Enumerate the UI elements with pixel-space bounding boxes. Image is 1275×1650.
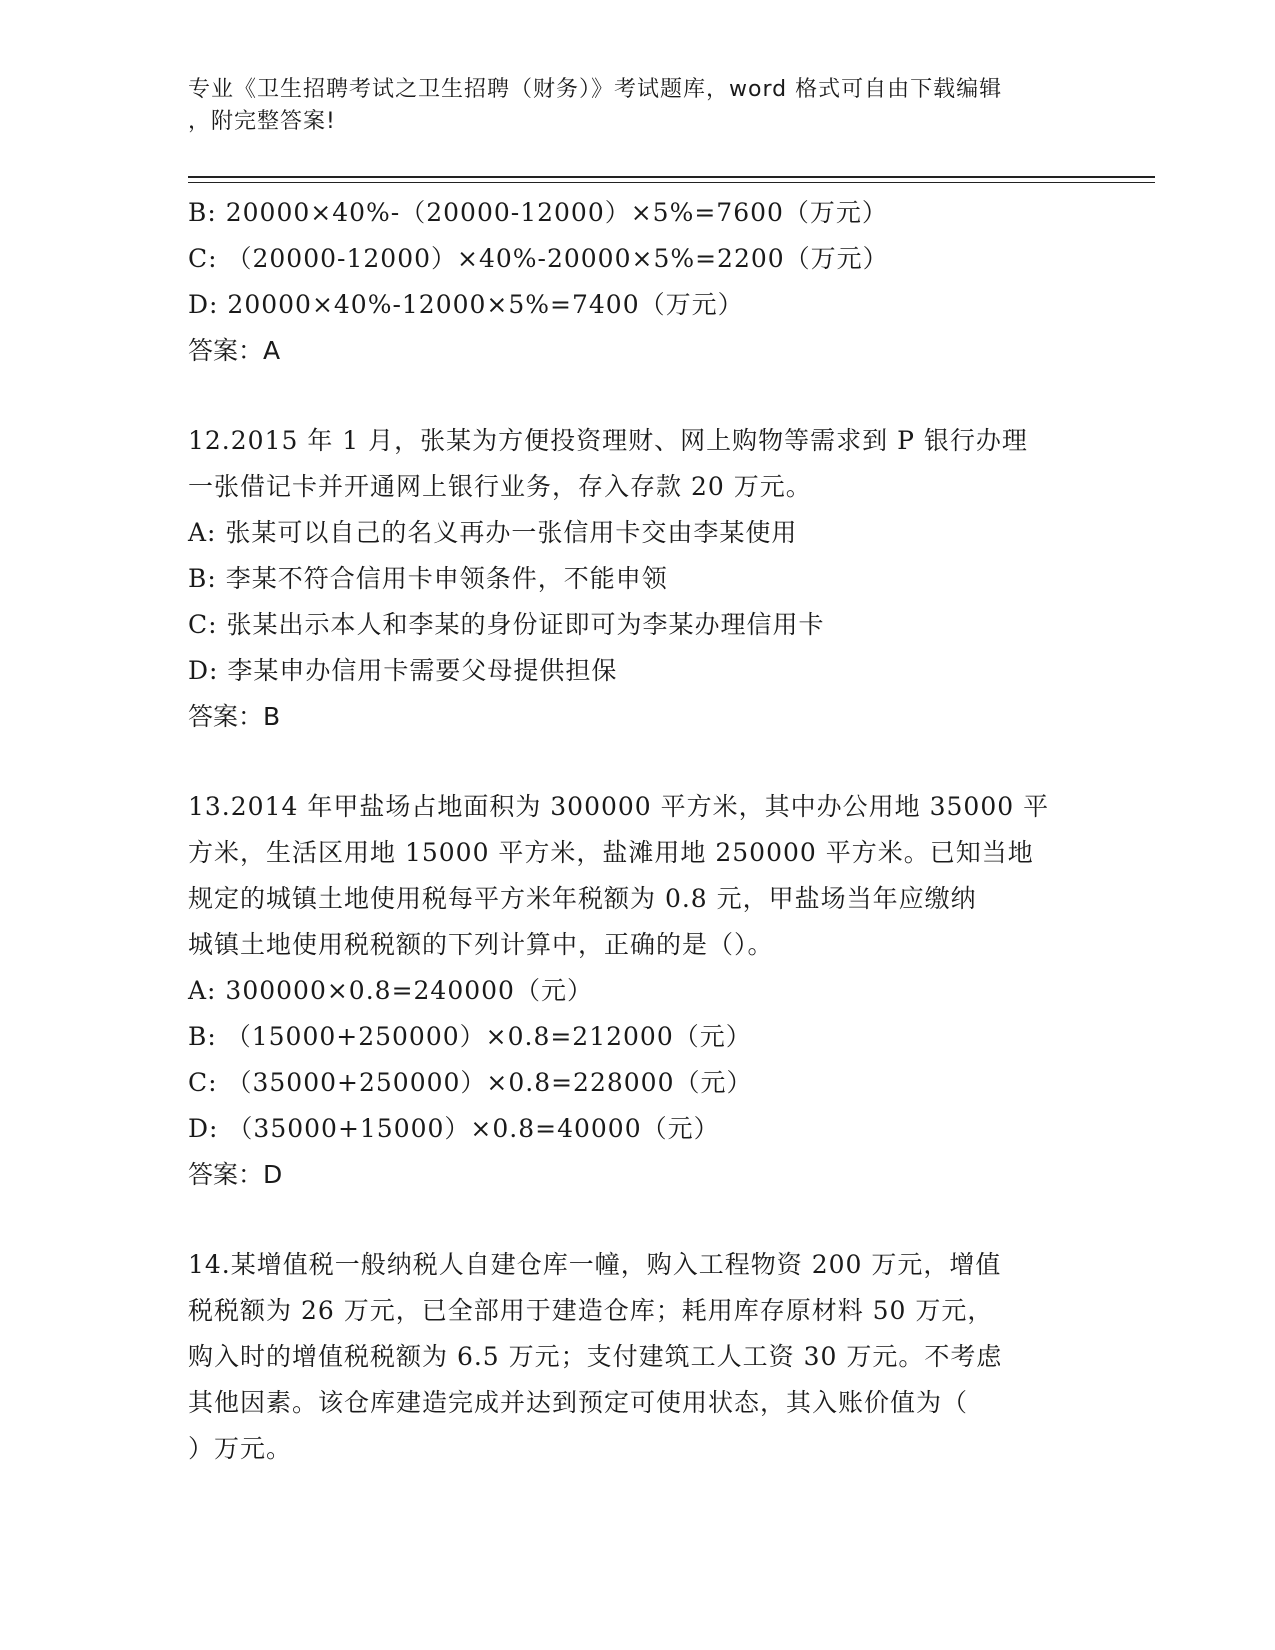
spacer — [188, 1198, 1088, 1242]
option-c: C: 张某出示本人和李某的身份证即可为李某办理信用卡 — [188, 610, 825, 639]
question-stem-line: 12.2015 年 1 月，张某为方便投资理财、网上购物等需求到 P 银行办理 — [188, 426, 1028, 455]
option-c: C: （20000-12000）×40%-20000×5%=2200（万元） — [188, 244, 889, 273]
option-d: D: （35000+15000）×0.8=40000（元） — [188, 1114, 720, 1143]
option-d: D: 李某申办信用卡需要父母提供担保 — [188, 656, 618, 685]
spacer — [188, 740, 1088, 784]
option-a: A: 张某可以自己的名义再办一张信用卡交由李某使用 — [188, 518, 798, 547]
question-stem-line: 税税额为 26 万元，已全部用于建造仓库；耗用库存原材料 50 万元， — [188, 1296, 994, 1325]
question-stem-line: 方米，生活区用地 15000 平方米，盐滩用地 250000 平方米。已知当地 — [188, 838, 1034, 867]
option-d: D: 20000×40%-12000×5%=7400（万元） — [188, 290, 744, 319]
header-rule-thin — [188, 182, 1155, 183]
question-stem-line: 购入时的增值税税额为 6.5 万元；支付建筑工人工资 30 万元。不考虑 — [188, 1342, 1003, 1371]
question-stem-line: 一张借记卡并开通网上银行业务，存入存款 20 万元。 — [188, 472, 812, 501]
header-line-1: 专业《卫生招聘考试之卫生招聘（财务）》考试题库，word 格式可自由下载编辑 — [188, 77, 1003, 102]
question-content — [188, 190, 1088, 1472]
question-stem-line: 14.某增值税一般纳税人自建仓库一幢，购入工程物资 200 万元，增值 — [188, 1250, 1002, 1279]
question-stem-line: 其他因素。该仓库建造完成并达到预定可使用状态，其入账价值为（ — [188, 1388, 969, 1417]
option-b: B: 李某不符合信用卡申领条件，不能申领 — [188, 564, 668, 593]
question-stem-line: 规定的城镇土地使用税每平方米年税额为 0.8 元，甲盐场当年应缴纳 — [188, 884, 977, 913]
option-a: A: 300000×0.8=240000（元） — [188, 976, 593, 1005]
option-c: C: （35000+250000）×0.8=228000（元） — [188, 1068, 753, 1097]
option-b: B: 20000×40%-（20000-12000）×5%=7600（万元） — [188, 198, 888, 227]
header-line-2: ，附完整答案! — [188, 109, 336, 134]
question-12 — [188, 418, 1088, 740]
document-header — [188, 74, 1088, 138]
answer-line: 答案：B — [188, 702, 281, 731]
header-rule-thick — [188, 176, 1155, 178]
spacer — [188, 374, 1088, 418]
question-14 — [188, 1242, 1088, 1472]
question-11-tail — [188, 190, 1088, 374]
question-stem-line: 城镇土地使用税税额的下列计算中，正确的是（）。 — [188, 930, 774, 959]
question-stem-line: 13.2014 年甲盐场占地面积为 300000 平方米，其中办公用地 35000 平 — [188, 792, 1050, 821]
question-stem-line: ）万元。 — [188, 1434, 293, 1463]
answer-line: 答案：D — [188, 1160, 283, 1189]
answer-line: 答案：A — [188, 336, 281, 365]
option-b: B: （15000+250000）×0.8=212000（元） — [188, 1022, 752, 1051]
question-13 — [188, 784, 1088, 1198]
